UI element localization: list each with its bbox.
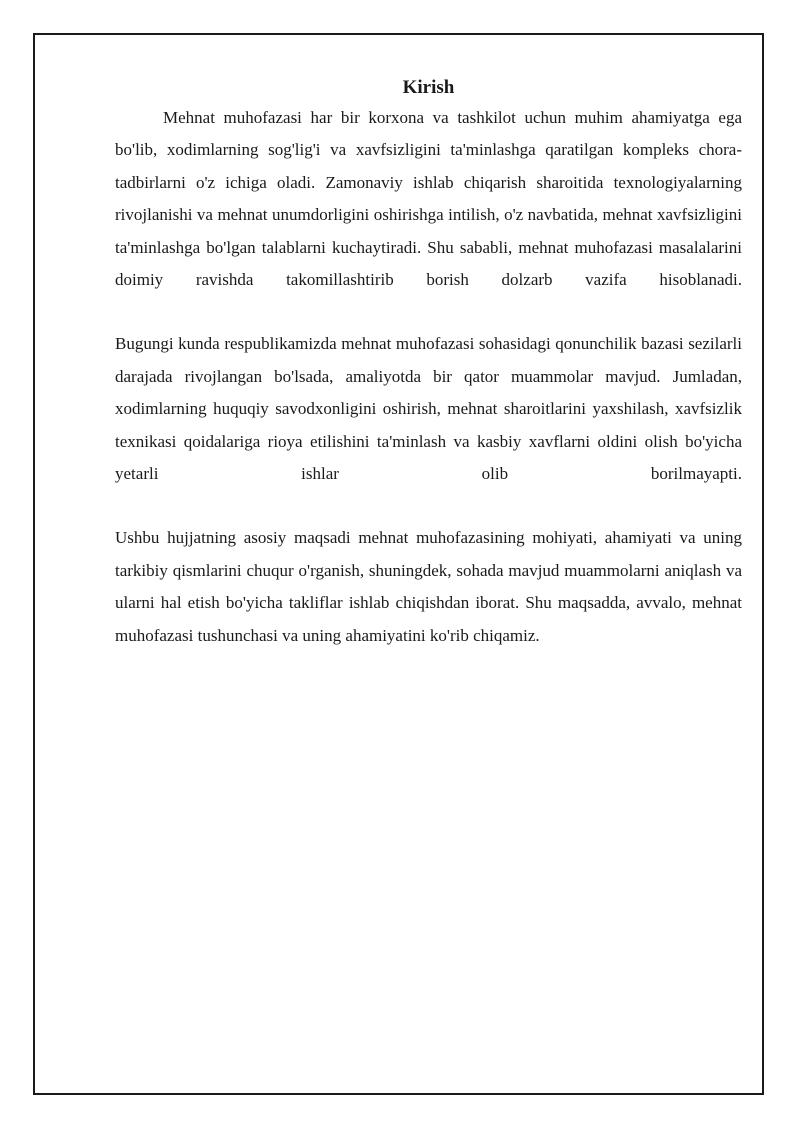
document-title: Kirish — [402, 77, 455, 98]
paragraph-3: Ushbu hujjatning asosiy maqsadi mehnat muhofazasining mohiyati, ahamiyati va uning tarkibiy qismlarini chuqur o'rganish, shuningdek, sohada mavjud muammolarni aniqlash va ularni hal etish bo'yicha takliflar ishlab chiqishdan iborat. Shu maqsadda, avvalo, mehnat muhofazasi tushunchasi va uning ahamiyatini ko'rib chiqamiz. — [115, 528, 742, 645]
paragraph-1: Mehnat muhofazasi har bir korxona va tashkilot uchun muhim ahamiyatga ega bo'lib, xodimlarning sog'lig'i va xavfsizligini ta'minlashga qaratilgan kompleks chora-tadbirlarni o'z ichiga oladi. Zamonaviy ishlab chiqarish sharoitida texnologiyalarning rivojlanishi va mehnat unumdorligini oshirishga intilish, o'z navbatida, mehnat xavfsizligini ta'minlashga bo'lgan talablarni kuchaytiradi. Shu sababli, mehnat muhofazasi masalalarini doimiy ravishda takomillashtirib borish dolzarb vazifa hisoblanadi. — [115, 108, 742, 290]
paragraph-spacer — [115, 296, 742, 328]
paragraph-2: Bugungi kunda respublikamizda mehnat muhofazasi sohasidagi qonunchilik bazasi sezilarli darajada rivojlangan bo'lsada, amaliyotda bir qator muammolar mavjud. Jumladan, xodimlarning huquqiy savodxonligini oshirish, mehnat sharoitlarini yaxshilash, xavfsizlik texnikasi qoidalariga rioya etilishini ta'minlash va kasbiy xavflarni oldini olish bo'yicha yetarli ishlar olib borilmayapti. — [115, 334, 742, 484]
document-body — [115, 76, 742, 652]
paragraph-spacer — [115, 490, 742, 522]
